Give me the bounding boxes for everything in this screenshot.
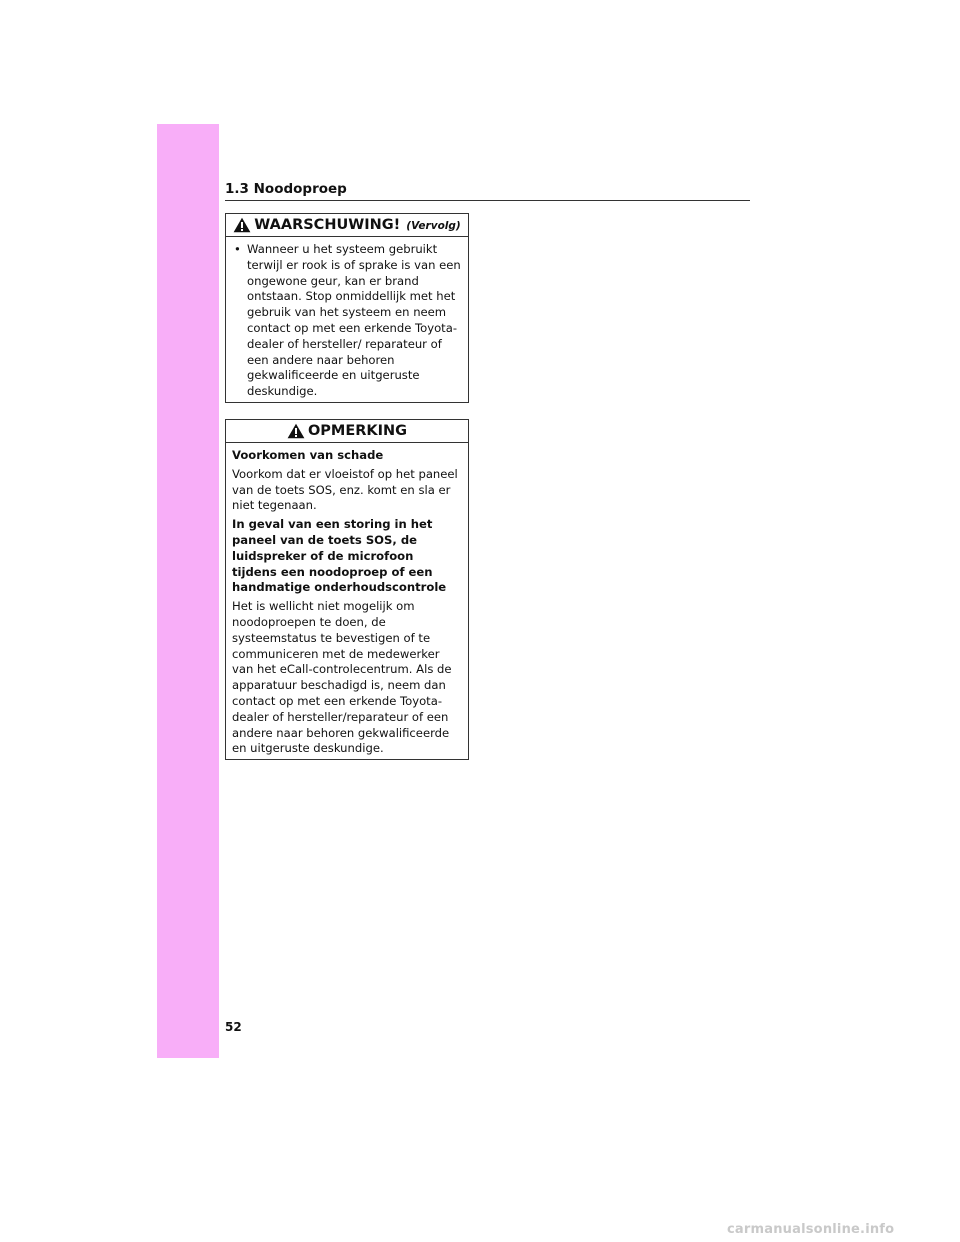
page-number: 52 xyxy=(225,1020,242,1034)
notice-text-damage: Voorkom dat er vloeistof op het paneel van de toets SOS, enz. komt en sla er niet tegenaan. xyxy=(232,466,458,513)
section-heading: 1.3 Noodoproep xyxy=(225,180,750,201)
watermark: carmanualsonline.info xyxy=(727,1222,895,1237)
warning-box xyxy=(225,213,469,403)
notice-body xyxy=(226,443,468,766)
warning-text: Wanneer u het systeem gebruikt terwijl er rook is of sprake is van een ongewone geur, kan er brand ontstaan. Stop onmiddellijk met het gebruik van het systeem en neem contact op met een erkende Toyota-dealer of hersteller/ reparateur of een andere naar behoren gekwalificeerde en uitgeruste deskundige. xyxy=(247,242,461,399)
warning-subtitle: (Vervolg) xyxy=(406,219,461,232)
warning-title: WAARSCHUWING! xyxy=(254,216,401,233)
warning-body xyxy=(226,237,468,406)
warning-triangle-icon xyxy=(233,217,251,233)
side-strip xyxy=(157,124,219,1058)
notice-box xyxy=(225,419,469,760)
bullet-glyph: • xyxy=(234,242,241,256)
notice-heading-malfunction: In geval van een storing in het paneel van de toets SOS, de luidspreker of de microfoon tijdens een noodoproep of een handmatige onderhoudscontrole xyxy=(232,517,447,595)
warning-bullet-item xyxy=(232,242,462,400)
notice-heading-damage: Voorkomen van schade xyxy=(232,448,384,462)
notice-header xyxy=(226,420,468,443)
warning-triangle-icon xyxy=(287,423,305,439)
notice-text-malfunction: Het is wellicht niet mogelijk om noodoproepen te doen, de systeemstatus te bevestigen of te communiceren met de medewerker van het eCall-controlecentrum. Als de apparatuur beschadigd is, neem dan contact op met een erkende Toyota-dealer of hersteller/reparateur of een andere naar behoren gekwalificeerde en uitgeruste deskundige. xyxy=(232,599,452,756)
notice-title: OPMERKING xyxy=(307,422,408,439)
warning-header xyxy=(226,214,468,237)
